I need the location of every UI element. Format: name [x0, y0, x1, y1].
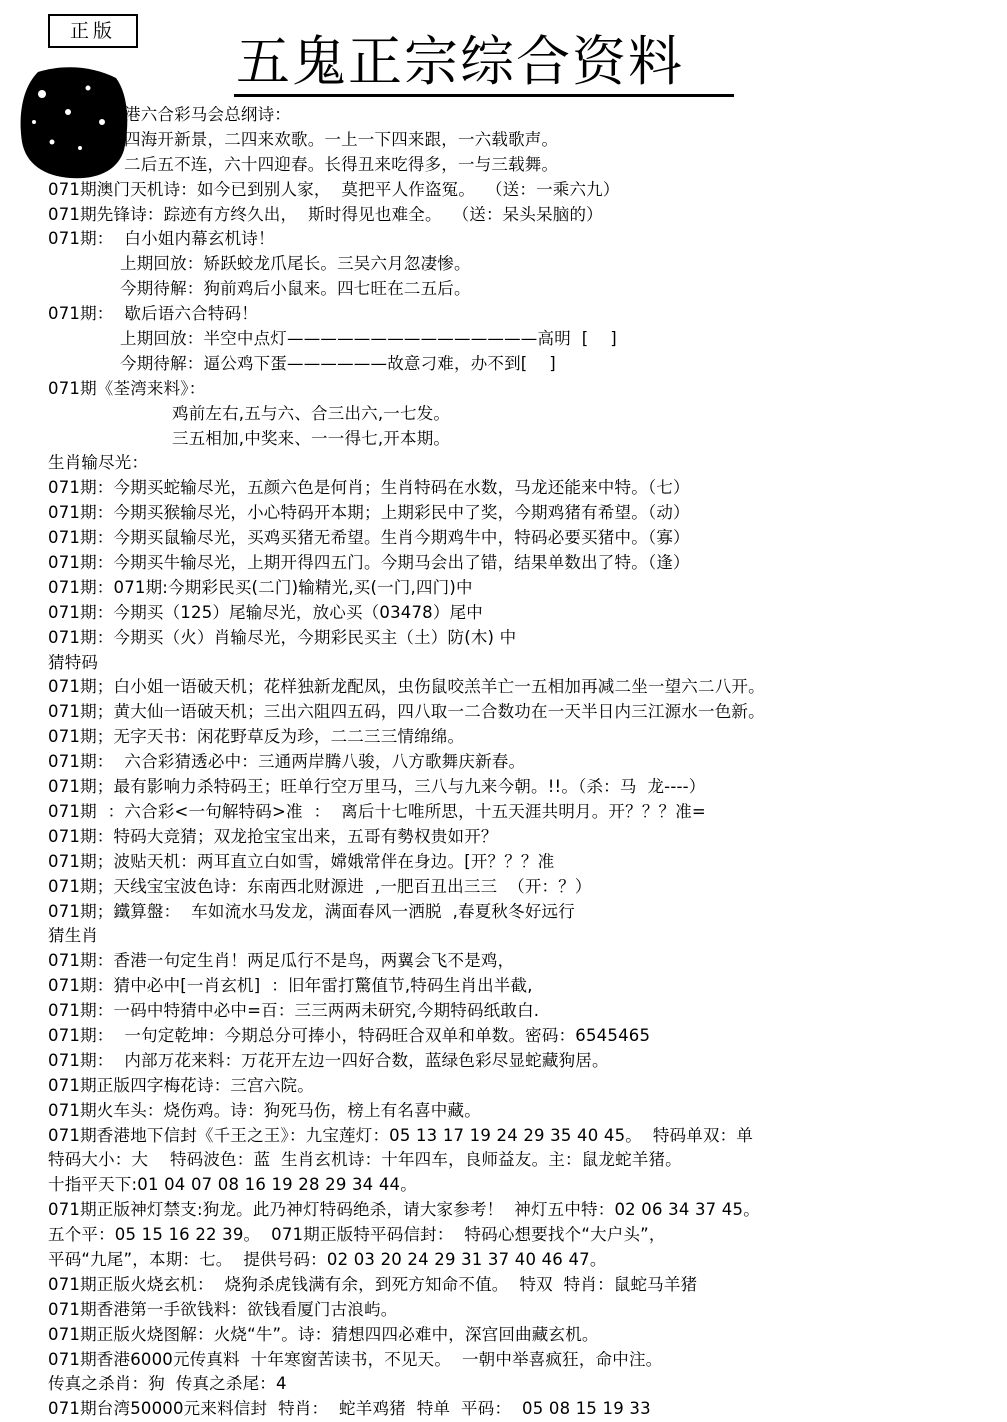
text-line: 071期；最有影响力杀特码王；旺单行空万里马，三八与九来今朝。!!。（杀：马 龙----） — [48, 777, 706, 797]
title-underline — [234, 94, 734, 97]
text-line: 071期：香港一句定生肖！两足瓜行不是鸟，两翼会飞不是鸡， — [48, 951, 515, 971]
text-line: 071期：今期买蛇输尽光，五颜六色是何肖；生肖特码在水数，马龙还能来中特。（七） — [48, 478, 690, 498]
text-line: 071期火车头：烧伤鸡。诗：狗死马伤，榜上有名喜中藏。 — [48, 1100, 481, 1120]
text-line: 071期香港地下信封《千王之王》：九宝莲灯：05 13 17 19 24 29 35 40 45。 特码单双：单 — [48, 1125, 754, 1145]
text-line: 四海开新景，二四来欢歌。一上一下四来跟，一六载歌声。 — [124, 129, 559, 149]
text-line: 071期 ：六合彩<一句解特码>准 ： 离后十七唯所思，十五天涯共明月。开？？？准= — [48, 801, 706, 821]
text-line: 071期香港第一手欲钱料：欲钱看厦门古浪屿。 — [48, 1299, 398, 1319]
text-line: 071期正版火烧图解：火烧“牛”。诗：猜想四四必难中，深宫回曲藏玄机。 — [48, 1324, 599, 1344]
text-line: 猜特码 — [48, 652, 99, 672]
text-line: 071期：今期买（125）尾输尽光，放心买（03478）尾中 — [48, 602, 483, 622]
text-line: 猜生肖 — [48, 926, 99, 946]
text-line: 特码大小：大 特码波色：蓝 生肖玄机诗：十年四车，良师益友。主：鼠龙蛇羊猪。 — [48, 1150, 682, 1170]
text-line: 071期；鐵算盤： 车如流水马发龙，满面春风一洒脱 ,春夏秋冬好远行 — [48, 901, 575, 921]
text-line: 生肖输尽光： — [48, 453, 149, 473]
text-line: 上期回放：矫跃蛟龙爪尾长。三吴六月忽凄惨。 — [120, 254, 471, 274]
text-line: 三五相加,中奖来、一一得七,开本期。 — [172, 428, 451, 448]
text-line: 港六合彩马会总纲诗： — [124, 105, 291, 124]
text-line: 071期：今期买猴输尽光，小心特码开本期；上期彩民中了奖，今期鸡猪有希望。（动） — [48, 503, 690, 523]
text-line: 071期；白小姐一语破天机；花样独新龙配凤，虫伤鼠咬羔羊亡一五相加再减二坐一望六二八开。 — [48, 677, 765, 697]
text-line: 071期香港6000元传真料 十年寒窗苦读书，不见天。 一朝中举喜疯狂，命中注。 — [48, 1349, 663, 1369]
text-line: 071期正版四字梅花诗：三宫六院。 — [48, 1075, 314, 1095]
document-body — [48, 103, 998, 1422]
text-line: 071期；波贴天机：两耳直立白如雪，嫦娥常伴在身边。[开？？？准 — [48, 851, 555, 871]
text-line: 071期：猜中必中[一肖玄机] ：旧年雷打驚值节,特码生肖出半截, — [48, 976, 533, 996]
text-line: 071期《荃湾来料》： — [48, 378, 206, 398]
text-line: 五个平：05 15 16 22 39。 071期正版特平码信封： 特码心想要找个“大户头”， — [48, 1225, 666, 1245]
text-line: 071期先锋诗：踪迹有方终久出， 斯时得见也难全。 （送：呆头呆脑的） — [48, 204, 603, 224]
text-line: 071期：特码大竞猜；双龙抢宝宝出来，五哥有勢权贵如开？ — [48, 826, 498, 846]
text-line: 鸡前左右,五与六、合三出六,一七发。 — [172, 403, 451, 423]
text-line: 上期回放：半空中点灯———————————————高明 [ ] — [120, 329, 617, 349]
text-line: 071期： 歇后语六合特码！ — [48, 304, 258, 324]
text-line: 071期正版火烧玄机： 烧狗杀虎钱满有余，到死方知命不值。 特双 特肖：鼠蛇马羊猪 — [48, 1274, 698, 1294]
text-line: 二后五不连，六十四迎春。长得丑来吃得多，一与三载舞。 — [124, 154, 559, 174]
text-line: 071期： 一句定乾坤：今期总分可捧小，特码旺合双单和单数。密码：6545465 — [48, 1025, 651, 1045]
text-line: 071期；无字天书：闲花野草反为珍，二二三三情绵绵。 — [48, 727, 465, 747]
text-line: 平码“九尾”，本期：七。 提供号码：02 03 20 24 29 31 37 40 46 47。 — [48, 1249, 607, 1269]
text-line: 071期：071期:今期彩民买(二门)输精光,买(一门,四门)中 — [48, 577, 473, 597]
text-line: 071期：今期买（火）肖输尽光，今期彩民买主（土）防(木) 中 — [48, 627, 517, 647]
text-line: 071期正版神灯禁支:狗龙。此乃神灯特码绝杀，请大家参考！ 神灯五中特：02 06 34 37 45。 — [48, 1200, 760, 1220]
text-line: 今期待解：逼公鸡下蛋——————故意刁难，办不到[ ] — [120, 353, 556, 373]
text-line: 071期澳门天机诗：如今已到别人家， 莫把平人作盗冤。 （送：一乘六九） — [48, 179, 620, 199]
text-line: 071期：一码中特猜中必中=百：三三两两未研究,今期特码纸敢白. — [48, 1001, 540, 1021]
text-line: 071期台湾50000元来料信封 特肖： 蛇羊鸡猪 特单 平码： 05 08 15 19 33 — [48, 1399, 651, 1419]
text-line: 071期：今期买鼠输尽光，买鸡买猪无希望。生肖今期鸡牛中，特码必要买猪中。（寡） — [48, 528, 690, 548]
text-line: 071期：今期买牛输尽光，上期开得四五门。今期马会出了错，结果单数出了特。（逢） — [48, 553, 690, 573]
text-line: 传真之杀肖：狗 传真之杀尾：4 — [48, 1374, 287, 1394]
edition-badge: 正版 — [48, 14, 138, 48]
text-line: 071期；天线宝宝波色诗：东南西北财源进 ,一肥百丑出三三 （开：？） — [48, 876, 592, 896]
text-line: 十指平天下:01 04 07 08 16 19 28 29 34 44。 — [48, 1175, 417, 1195]
text-line: 071期： 内部万花来料：万花开左边一四好合数，蓝绿色彩尽显蛇藏狗居。 — [48, 1050, 609, 1070]
page-title: 五鬼正宗综合资料 — [236, 30, 684, 93]
text-line: 今期待解：狗前鸡后小鼠来。四七旺在二五后。 — [120, 279, 471, 299]
text-line: 071期： 白小姐内幕玄机诗！ — [48, 229, 275, 249]
text-line: 071期： 六合彩猜透必中：三通两岸腾八骏，八方歌舞庆新春。 — [48, 752, 526, 772]
text-line: 071期；黄大仙一语破天机；三出六阻四五码，四八取一二合数功在一天半日内三江源水一色新。 — [48, 702, 765, 722]
